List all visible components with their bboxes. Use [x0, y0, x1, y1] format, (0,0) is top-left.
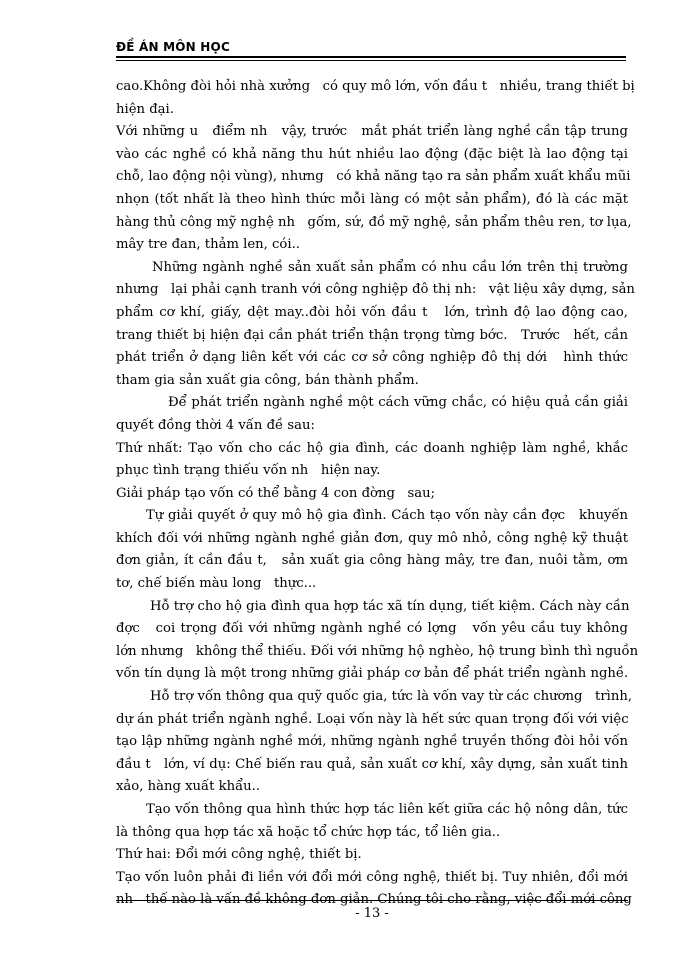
header-rule-thin — [116, 60, 626, 61]
text-line: nhưng lại phải cạnh tranh với công nghiệp đô thị nh: vật liệu xây dựng, sản — [116, 282, 635, 298]
text-line: quyết đồng thời 4 vấn đề sau: — [116, 417, 315, 433]
text-line: xảo, hàng xuất khẩu.. — [116, 779, 261, 795]
text-line: cao.Không đòi hỏi nhà xưởng có quy mô lớn, vốn đầu t nhiều, trang thiết bị — [116, 79, 635, 94]
text-line: Tạo vốn thông qua hình thức hợp tác liên kết giữa các hộ nông dân, tức — [146, 802, 628, 817]
text-line: Giải pháp tạo vốn có thể bằng 4 con đờng sau; — [116, 485, 436, 501]
text-line: Những ngành nghề sản xuất sản phẩm có nhu cầu lớn trên thị trường — [152, 259, 628, 275]
text-line: hàng thủ công mỹ nghệ nh gốm, sứ, đồ mỹ nghệ, sản phẩm thêu ren, tơ lụa, — [116, 214, 632, 230]
text-line: Tạo vốn luôn phải đi liền với đổi mới công nghệ, thiết bị. Tuy nhiên, đổi mới — [116, 869, 628, 885]
text-line: Thứ hai: Đổi mới công nghệ, thiết bị. — [116, 847, 362, 863]
text-line: nh thế nào là vấn đề không đơn giản. Chúng tôi cho rằng, việc đổi mới công — [116, 892, 632, 908]
text-line: đầu t lớn, ví dụ: Chế biến rau quả, sản xuất cơ khí, xây dựng, sản xuất tinh — [116, 756, 628, 772]
text-line: lớn nhưng không thể thiếu. Đối với những hộ nghèo, hộ trung bình thì nguồn — [116, 643, 639, 659]
text-line: là thông qua hợp tác xã hoặc tổ chức hợp tác, tổ liên gia.. — [116, 824, 501, 840]
text-line: Hỗ trợ cho hộ gia đình qua hợp tác xã tín dụng, tiết kiệm. Cách này cần — [150, 598, 630, 614]
text-line: Thứ nhất: Tạo vốn cho các hộ gia đình, các doanh nghiệp làm nghề, khắc — [116, 440, 628, 456]
text-line: vốn tín dụng là một trong những giải pháp cơ bản để phát triển ngành nghề. — [116, 666, 629, 682]
text-line: vào các nghề có khả năng thu hút nhiều lao động (đặc biệt là lao động tại — [116, 146, 628, 162]
header-rule-thick — [116, 56, 626, 58]
text-line: phát triển ở dạng liên kết với các cơ sở công nghiệp đô thị dới hình thức — [116, 350, 628, 366]
text-line: chỗ, lao động nội vùng), nhưng có khả năng tạo ra sản phẩm xuất khẩu mũi — [116, 169, 631, 185]
document-body — [116, 76, 639, 912]
text-line: tham gia sản xuất gia công, bán thành phẩm. — [116, 372, 419, 388]
text-line: khích đối với những ngành nghề giản đơn, quy mô nhỏ, công nghệ kỹ thuật — [116, 530, 628, 546]
text-line: Với những u điểm nh vậy, trước mắt phát triển làng nghề cần tập trung — [116, 124, 628, 140]
text-line: phẩm cơ khí, giấy, dệt may..đòi hỏi vốn đầu t lớn, trình độ lao động cao, — [116, 304, 628, 320]
text-line: trang thiết bị hiện đại cần phát triển thận trọng từng bớc. Trước hết, cần — [116, 327, 628, 343]
text-line: Để phát triển ngành nghề một cách vững chắc, có hiệu quả cần giải — [168, 395, 628, 411]
text-line: tạo lập những ngành nghề mới, những ngành nghề truyền thống đòi hỏi vốn — [116, 734, 628, 750]
text-line: đơn giản, ít cần đầu t, sản xuất gia công hàng mây, tre đan, nuôi tằm, ơm — [116, 553, 628, 569]
text-line: mây tre đan, thảm len, cói.. — [116, 237, 300, 253]
text-line: Tự giải quyết ở quy mô hộ gia đình. Cách tạo vốn này cần đợc khuyến — [146, 508, 628, 524]
text-line: dự án phát triển ngành nghề. Loại vốn này là hết sức quan trọng đối với việc — [116, 711, 629, 727]
text-line: tơ, chế biến màu long thực... — [116, 576, 317, 592]
text-line: hiện đại. — [116, 101, 174, 117]
footer-rule — [116, 900, 628, 901]
page-number: - 13 - — [355, 906, 389, 921]
text-line: Hỗ trợ vốn thông qua quỹ quốc gia, tức là vốn vay từ các chương trình, — [150, 689, 633, 705]
text-line: nhọn (tốt nhất là theo hình thức mỗi làng có một sản phẩm), đó là các mặt — [116, 191, 628, 207]
text-line: phục tình trạng thiếu vốn nh hiện nay. — [116, 463, 381, 479]
text-line: đợc coi trọng đối với những ngành nghề có lợng vốn yêu cầu tuy không — [116, 621, 628, 637]
page-header: ĐỀ ÁN MÔN HỌC — [116, 40, 230, 54]
